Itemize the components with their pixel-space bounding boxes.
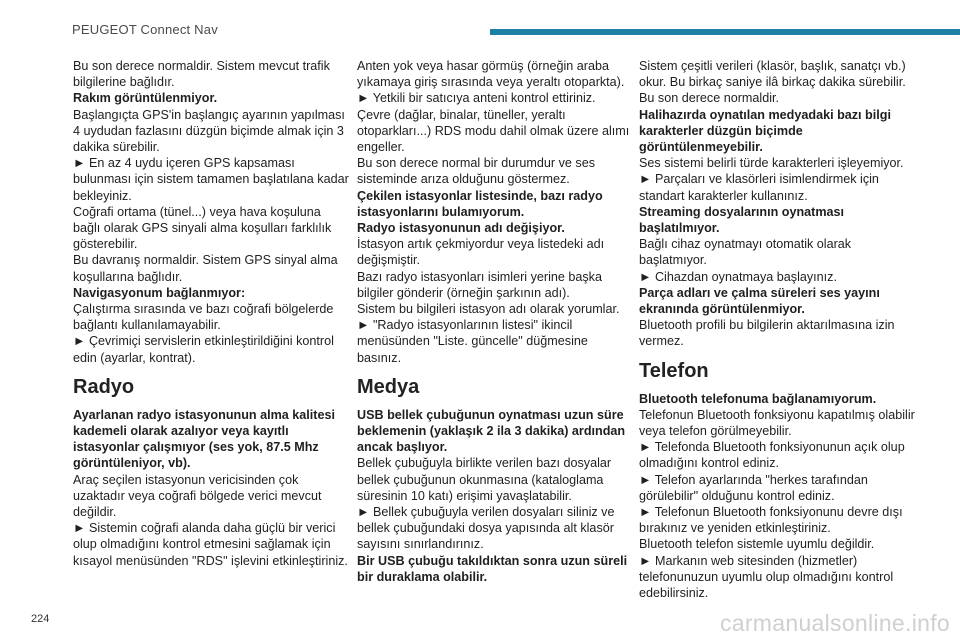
body-paragraph: Bazı radyo istasyonları isimleri yerine başka bilgiler gönderir (örneğin şarkının adı). (357, 269, 602, 300)
problem-heading: Bir USB çubuğu takıldıktan sonra uzun süreli bir duraklama olabilir. (357, 553, 628, 584)
body-paragraph: Sistem çeşitli verileri (klasör, başlık, sanatçı vb.) okur. Bu birkaç saniye ilâ birkaç dakika sürebilir. (639, 59, 906, 90)
problem-heading: Bluetooth telefonuma bağlanamıyorum. (639, 391, 877, 406)
section-heading: Radyo (73, 375, 135, 398)
body-paragraph: ► En az 4 uydu içeren GPS kapsaması bulunması için sistem tamamen başlatılana kadar bekleyiniz. (73, 156, 349, 203)
body-paragraph: ► Sistemin coğrafi alanda daha güçlü bir verici olup olmadığını kontrol etmesini sağlamak için kısayol menüsünden "RDS" işlevini etkinleştiriniz. (73, 521, 348, 568)
body-paragraph: Telefonun Bluetooth fonksiyonu kapatılmış olabilir veya telefon görülmeyebilir. (639, 407, 915, 439)
problem-heading: Çekilen istasyonlar listesinde, bazı radyo istasyonlarını bulamıyorum. (357, 188, 603, 219)
body-paragraph: Bellek çubuğuyla birlikte verilen bazı dosyalar bellek çubuğunun okunmasına (kataloglama süresinin 10 katı) erişimi yavaşlatabilir. (357, 456, 612, 503)
page-header (0, 0, 960, 40)
problem-heading: Halihazırda oynatılan medyadaki bazı bilgi karakterler düzgün biçimde görüntülenmeyebilir. (639, 107, 891, 155)
body-paragraph: ► Markanın web sitesinden (hizmetler) telefonunuzun uyumlu olup olmadığını kontrol edebilirsiniz. (639, 553, 894, 601)
problem-heading: Navigasyonum bağlanmıyor: (73, 285, 246, 300)
body-paragraph: Sistem bu bilgileri istasyon adı olarak yorumlar. (357, 302, 620, 317)
text-column-3 (639, 58, 917, 601)
problem-heading: USB bellek çubuğunun oynatması uzun süre beklemenin (yaklaşık 2 ila 3 dakika) ardından ancak başlıyor. (357, 407, 626, 455)
body-paragraph: Bluetooth telefon sistemle uyumlu değildir. (639, 537, 875, 552)
problem-heading: Rakım görüntülenmiyor. (73, 91, 218, 106)
body-paragraph: Coğrafi ortama (tünel...) veya hava koşuluna bağlı olarak GPS sinyali alma koşulları farklılık gösterebilir. (73, 204, 332, 252)
body-paragraph: ► Yetkili bir satıcıya anteni kontrol ettiriniz. (357, 91, 596, 106)
text-column-1 (73, 58, 351, 569)
header-accent-bar (490, 29, 960, 35)
body-paragraph: Araç seçilen istasyonun vericisinden çok uzaktadır veya coğrafi bölgede verici mevcut değildir. (73, 472, 322, 520)
body-paragraph: Bu son derece normal bir durumdur ve ses sisteminde arıza olduğunu göstermez. (357, 156, 595, 187)
header-title: PEUGEOT Connect Nav (72, 22, 218, 37)
watermark: carmanualsonline.info (719, 610, 950, 636)
body-paragraph: ► Bellek çubuğuyla verilen dosyaları siliniz ve bellek çubuğundaki dosya yapısında alt klasör sayısını sınırlandırınız. (357, 505, 615, 552)
body-paragraph: Bu son derece normaldir. (639, 91, 780, 106)
body-paragraph: ► Telefonun Bluetooth fonksiyonunu devre dışı bırakınız ve yeniden etkinleştiriniz. (639, 505, 903, 536)
section-heading: Telefon (639, 359, 709, 382)
body-paragraph: Bağlı cihaz oynatmayı otomatik olarak başlatmıyor. (639, 237, 852, 268)
body-paragraph: Başlangıçta GPS'in başlangıç ayarının yapılması 4 uydudan fazlasını düzgün biçimde almak için 3 dakika sürebilir. (73, 107, 345, 155)
problem-heading: Parça adları ve çalma süreleri ses yayını ekranında görüntülenmiyor. (639, 285, 880, 317)
section-heading: Medya (357, 375, 420, 398)
body-paragraph: Çalıştırma sırasında ve bazı coğrafi bölgelerde bağlantı kullanılamayabilir. (73, 302, 334, 333)
body-paragraph: ► Parçaları ve klasörleri isimlendirmek için standart karakterler kullanınız. (639, 172, 879, 203)
body-paragraph: ► Cihazdan oynatmaya başlayınız. (639, 269, 837, 284)
text-column-2 (357, 58, 635, 585)
problem-heading: Radyo istasyonunun adı değişiyor. (357, 221, 565, 236)
problem-heading: Streaming dosyalarının oynatması başlatılmıyor. (639, 204, 845, 236)
body-paragraph: Bu son derece normaldir. Sistem mevcut trafik bilgilerine bağlıdır. (73, 59, 330, 90)
body-paragraph: ► Çevrimiçi servislerin etkinleştirildiğini kontrol edin (ayarlar, kontrat). (73, 334, 334, 365)
page-number: 224 (31, 613, 50, 625)
body-paragraph: Bluetooth profili bu bilgilerin aktarılmasına izin vermez. (639, 318, 895, 349)
body-paragraph: Bu davranış normaldir. Sistem GPS sinyal alma koşullarına bağlıdır. (73, 253, 338, 284)
problem-heading: Ayarlanan radyo istasyonunun alma kalitesi kademeli olarak azalıyor veya kayıtlı istasyonlar çalışmıyor (ses yok, 87.5 Mhz görüntüleniyor, vb). (73, 407, 335, 471)
body-paragraph: ► Telefon ayarlarında "herkes tarafından görülebilir" olduğunu kontrol ediniz. (639, 472, 868, 503)
body-paragraph: Ses sistemi belirli türde karakterleri işleyemiyor. (639, 156, 904, 171)
body-paragraph: ► "Radyo istasyonlarının listesi" ikincil menüsünden "Liste. güncelle" düğmesine basınız. (357, 318, 588, 365)
body-paragraph: Anten yok veya hasar görmüş (örneğin araba yıkamaya giriş sırasında veya yeraltı otoparkta). (357, 59, 625, 90)
body-paragraph: Çevre (dağlar, binalar, tüneller, yeraltı otoparkları...) RDS modu dahil olmak üzere alımı engeller. (357, 107, 630, 155)
body-paragraph: ► Telefonda Bluetooth fonksiyonunun açık olup olmadığını kontrol ediniz. (639, 440, 905, 471)
body-paragraph: İstasyon artık çekmiyordur veya listedeki adı değişmiştir. (357, 237, 605, 268)
